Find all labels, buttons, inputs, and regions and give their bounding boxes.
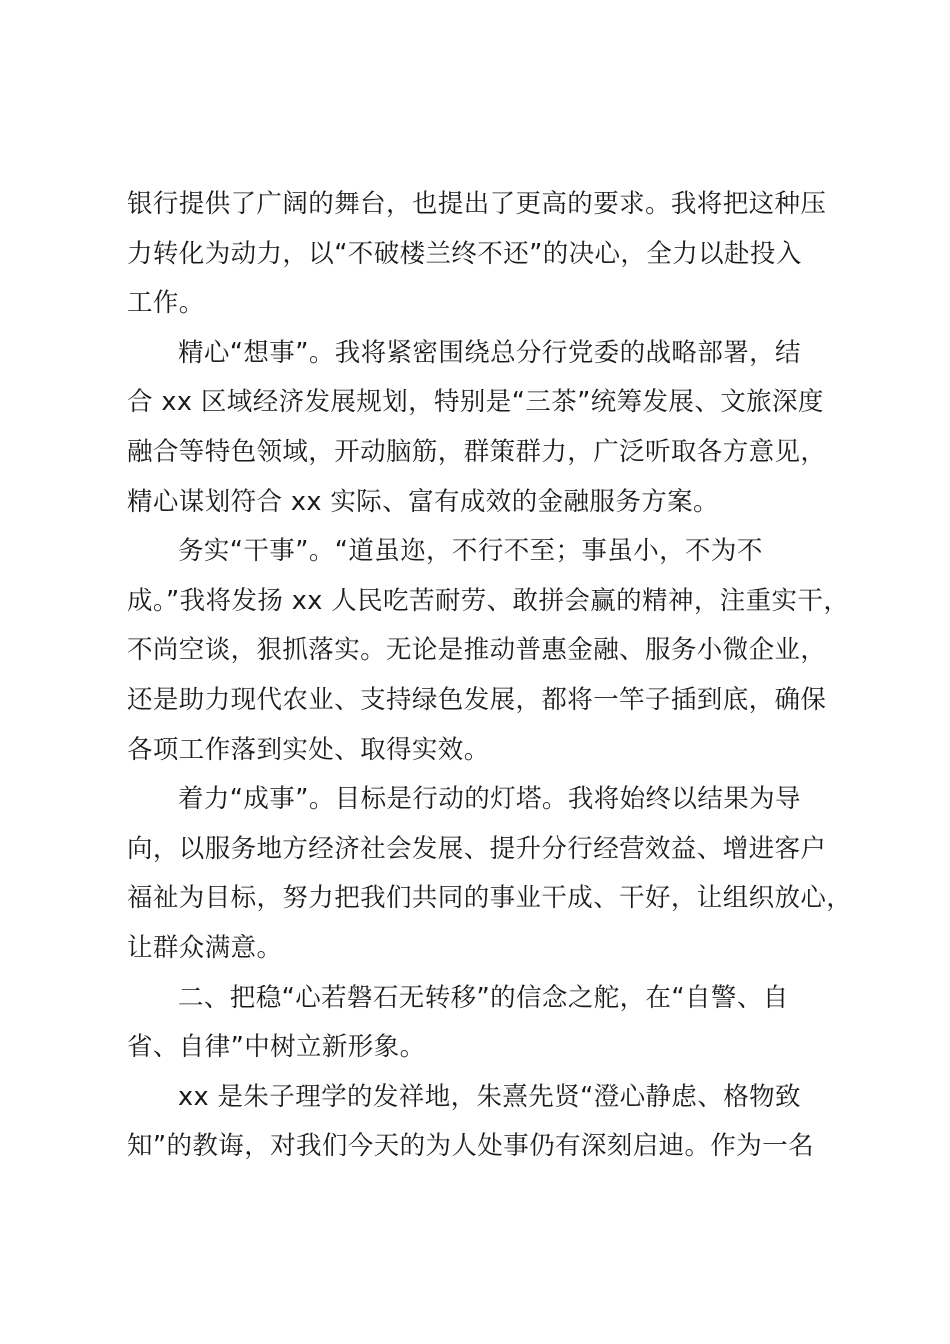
text-line: 融合等特色领域，开动脑筋，群策群力，广泛听取各方意见， (127, 436, 827, 467)
text-line: 力转化为动力，以“不破楼兰终不还”的决心，全力以赴投入 (127, 238, 802, 269)
text-line: 精心谋划符合 xx 实际、富有成效的金融服务方案。 (127, 486, 719, 517)
text-line: 福祉为目标，努力把我们共同的事业干成、干好，让组织放心， (127, 883, 853, 914)
text-line: 银行提供了广阔的舞台，也提出了更高的要求。我将把这种压 (127, 189, 827, 219)
text-line: 让群众满意。 (127, 932, 283, 963)
text-line: 合 xx 区域经济发展规划，特别是“三茶”统筹发展、文旅深度 (127, 387, 824, 418)
text-line: 知”的教诲，对我们今天的为人处事仍有深刻启迪。作为一名 (127, 1131, 815, 1162)
text-line: 还是助力现代农业、支持绿色发展，都将一竿子插到底，确保 (127, 684, 827, 715)
text-line: xx 是朱子理学的发祥地，朱熹先贤“澄心静虑、格物致 (178, 1081, 801, 1112)
text-line: 着力“成事”。目标是行动的灯塔。我将始终以结果为导 (178, 784, 801, 815)
text-line: 精心“想事”。我将紧密围绕总分行党委的战略部署，结 (178, 337, 801, 368)
text-line: 成。”我将发扬 xx 人民吃苦耐劳、敢拼会赢的精神，注重实干， (127, 585, 850, 616)
body-text (127, 180, 853, 1172)
text-line: 二、把稳“心若磐石无转移”的信念之舵，在“自警、自 (178, 982, 789, 1013)
text-line: 务实“干事”。“道虽迩，不行不至；事虽小，不为不 (178, 536, 763, 567)
text-line: 省、自律”中树立新形象。 (127, 1032, 426, 1063)
text-line: 工作。 (127, 288, 205, 319)
text-line: 各项工作落到实处、取得实效。 (127, 734, 490, 765)
text-line: 向，以服务地方经济社会发展、提升分行经营效益、增进客户 (127, 833, 827, 864)
text-line: 不尚空谈，狠抓落实。无论是推动普惠金融、服务小微企业， (127, 635, 827, 666)
